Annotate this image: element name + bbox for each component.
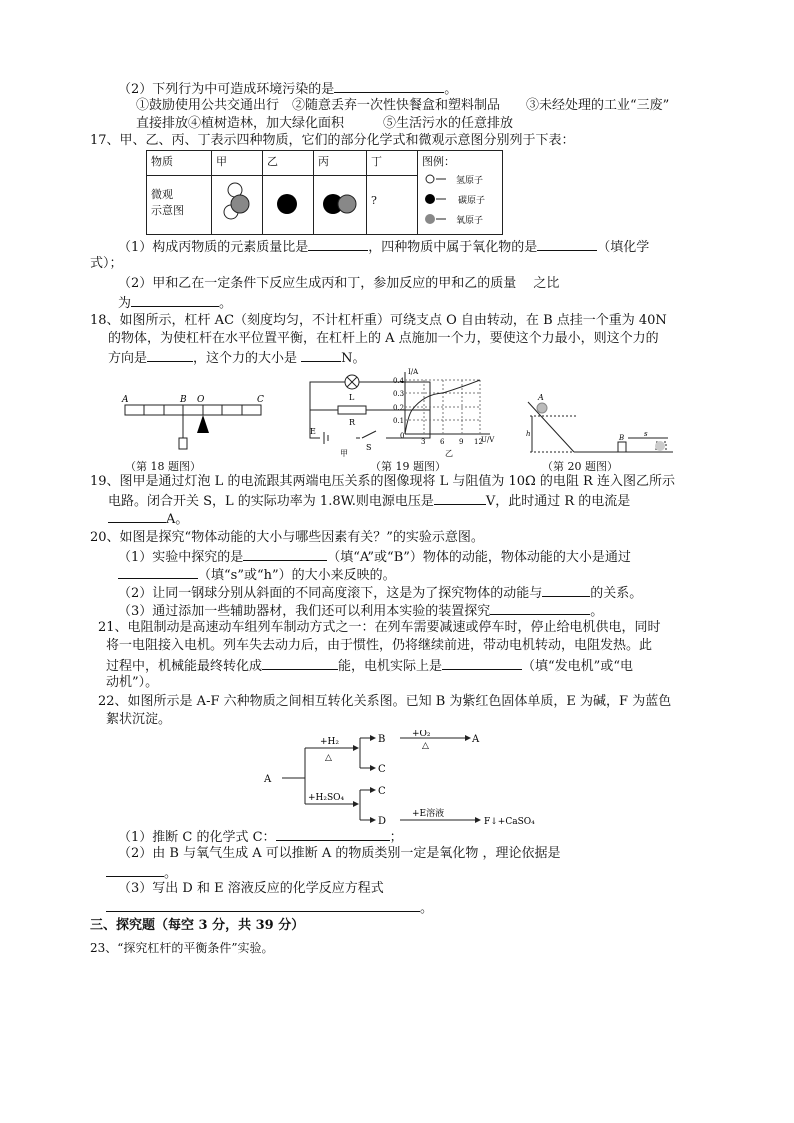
q20-line1: 20、如图是探究“物体动能的大小与哪些因素有关？”的实验示意图。 [90,530,484,545]
iu-graph [393,368,495,446]
cell: 微观 示意图 [147,176,212,235]
svg-text:C: C [378,764,386,775]
svg-text:3: 3 [421,438,426,446]
svg-text:D: D [378,816,387,827]
q17-part2-cont: 为 。 [118,296,233,311]
q21-line3: 过程中，机械能最终转化成 能，电机实际上是 （填“发电机”或“电 [106,659,633,674]
q21-line4: 动机”）。 [106,675,159,690]
svg-text:氢原子: 氢原子 [456,176,484,186]
svg-text:12: 12 [474,438,483,446]
svg-text:F↓+CaSO₄: F↓+CaSO₄ [484,817,535,827]
svg-text:s: s [644,430,648,438]
cell: ? [367,176,418,235]
q19-line3: A。 [108,510,188,528]
q19-line2: 电路。闭合开关 S，L 的实际功率为 1.8W.则电源电压是 V，此时通过 R 的电流是 [108,494,631,509]
q17-part2: （2）甲和乙在一定条件下反应生成丙和丁，参加反应的甲和乙的质量 之比 [118,276,560,291]
q19-line1: 19、图甲是通过灯泡 L 的电流跟其两端电压关系的图像现将 L 与阻值为 10Ω 的电阻 R 连入图乙所示 [90,474,675,489]
molecule-yi [263,176,314,235]
q20-part3: （3）通过添加一些辅助器材，我们还可以利用本实验的装置探究 。 [118,604,604,619]
q17-stem: 17、甲、乙、丙、丁表示四种物质，它们的部分化学式和微观示意图分别列于下表： [90,133,575,148]
q18-line3: 方向是 ，这个力的大小是 N。 [108,351,366,366]
svg-text:B: B [180,395,187,405]
q23-stem: 23、“探究杠杆的平衡条件”实验。 [90,941,274,955]
svg-text:6: 6 [440,438,445,446]
q17-part1-cont: 式）； [90,256,123,271]
cell: 物质 [147,151,212,176]
svg-text:0: 0 [400,432,405,440]
svg-text:L: L [349,393,355,402]
svg-text:B: B [378,734,386,745]
svg-text:A: A [122,395,129,405]
svg-text:9: 9 [459,438,464,446]
svg-text:S: S [366,443,372,452]
svg-text:R: R [349,418,356,427]
lever-figure [120,390,270,452]
q18-line1: 18、如图所示，杠杆 AC（刻度均匀，不计杠杆重）可绕支点 O 自由转动，在 B 点挂一个重为 40N [90,313,667,328]
q22-part1: （1）推断 C 的化学式 C： ； [118,830,403,845]
svg-text:A: A [472,734,480,745]
q16-options-1: ①鼓励使用公共交通出行 ②随意丢弃一次性快餐盒和塑料制品 ③未经处理的工业“三废” [136,98,670,113]
cell: 丙 [314,151,367,176]
legend-cell: 图例： 氢原子 碳原子 氧原子 [418,151,503,235]
svg-text:△: △ [422,741,429,751]
svg-text:碳原子: 碳原子 [458,196,486,206]
svg-text:氧原子: 氧原子 [456,216,484,226]
svg-text:B: B [619,434,625,442]
q22-part2-cont: 。 [106,864,177,882]
q16-part2: （2）下列行为中可造成环境污染的是 。 [118,82,458,97]
circuit-and-graph-figure [300,368,510,458]
q22-line2: 絮状沉淀。 [106,712,172,727]
q22-line1: 22、如图所示是 A-F 六种物质之间相互转化关系图。已知 B 为紫红色固体单质，E 为碱，F 为蓝色 [98,694,672,709]
svg-text:+E溶液: +E溶液 [412,809,445,819]
q21-line1: 21、电阻制动是高速动车组列车制动方式之一：在列车需要减速或停车时，停止给电机供电，同时 [98,620,661,635]
molecule-bing [314,176,367,235]
legend-icons [422,173,492,229]
svg-text:0.4: 0.4 [393,377,405,385]
molecule-jia [212,176,263,235]
q21-line2: 将一电阻接入电机。列车失去动力后，由于惯性，仍将继续前进，带动电机转动，电阻发热。此 [106,638,653,653]
q20-part1: （1）实验中探究的是 （填“A”或“B”）物体的动能，物体动能的大小是通过 [118,550,631,565]
svg-text:0.2: 0.2 [393,404,405,412]
fig18-caption: （第 18 题图） [125,460,201,473]
svg-text:I/A: I/A [408,368,419,376]
q22-part2: （2）由 B 与氧气生成 A 可以推断 A 的物质类别一定是氧化物 ，理论依据是 [118,846,561,861]
svg-text:h: h [526,430,531,438]
fig19-caption: （第 19 题图） [370,460,446,473]
svg-text:+O₂: +O₂ [412,730,431,739]
q17-table [146,150,503,235]
conversion-diagram [250,730,550,830]
svg-text:A: A [538,393,544,402]
svg-text:+H₂SO₄: +H₂SO₄ [308,793,345,803]
svg-text:甲: 甲 [340,449,348,458]
svg-text:A: A [264,774,272,785]
svg-text:C: C [257,395,264,405]
section-3-heading: 三、探究题（每空 3 分，共 39 分） [90,918,305,933]
cell: 甲 [212,151,263,176]
q22-part3: （3）写出 D 和 E 溶液反应的化学反应方程式 [118,881,384,896]
svg-text:乙: 乙 [445,449,453,458]
q16-options-2: 直接排放④植树造林，加大绿化面积 ⑤生活污水的任意排放 [136,116,514,131]
q20-part2: （2）让同一钢球分别从斜面的不同高度滚下，这是为了探究物体的动能与 的关系。 [118,586,643,601]
svg-text:0.3: 0.3 [393,390,405,398]
cell: 丁 [367,151,418,176]
kinetic-energy-figure [518,392,678,456]
q20-part1-cont: （填“s”或“h”）的大小来反映的。 [118,566,396,584]
fig20-caption: （第 20 题图） [542,460,618,473]
cell: 乙 [263,151,314,176]
q22-part3-cont: 。 [106,899,433,917]
svg-text:0.1: 0.1 [393,417,405,425]
svg-text:+H₂: +H₂ [320,737,339,747]
svg-text:C: C [378,786,386,797]
q18-line2: 的物体，为使杠杆在水平位置平衡，在杠杆上的 A 点施加一个力，要使这个力最小，则这个力的 [108,331,659,346]
svg-text:△: △ [325,753,332,763]
svg-text:U/V: U/V [481,436,495,444]
q17-part1: （1）构成丙物质的元素质量比是 ，四种物质中属于氧化物的是 （填化学 [118,240,650,255]
svg-text:O: O [197,395,205,405]
svg-text:E: E [310,427,316,436]
tick-labels [393,377,483,446]
